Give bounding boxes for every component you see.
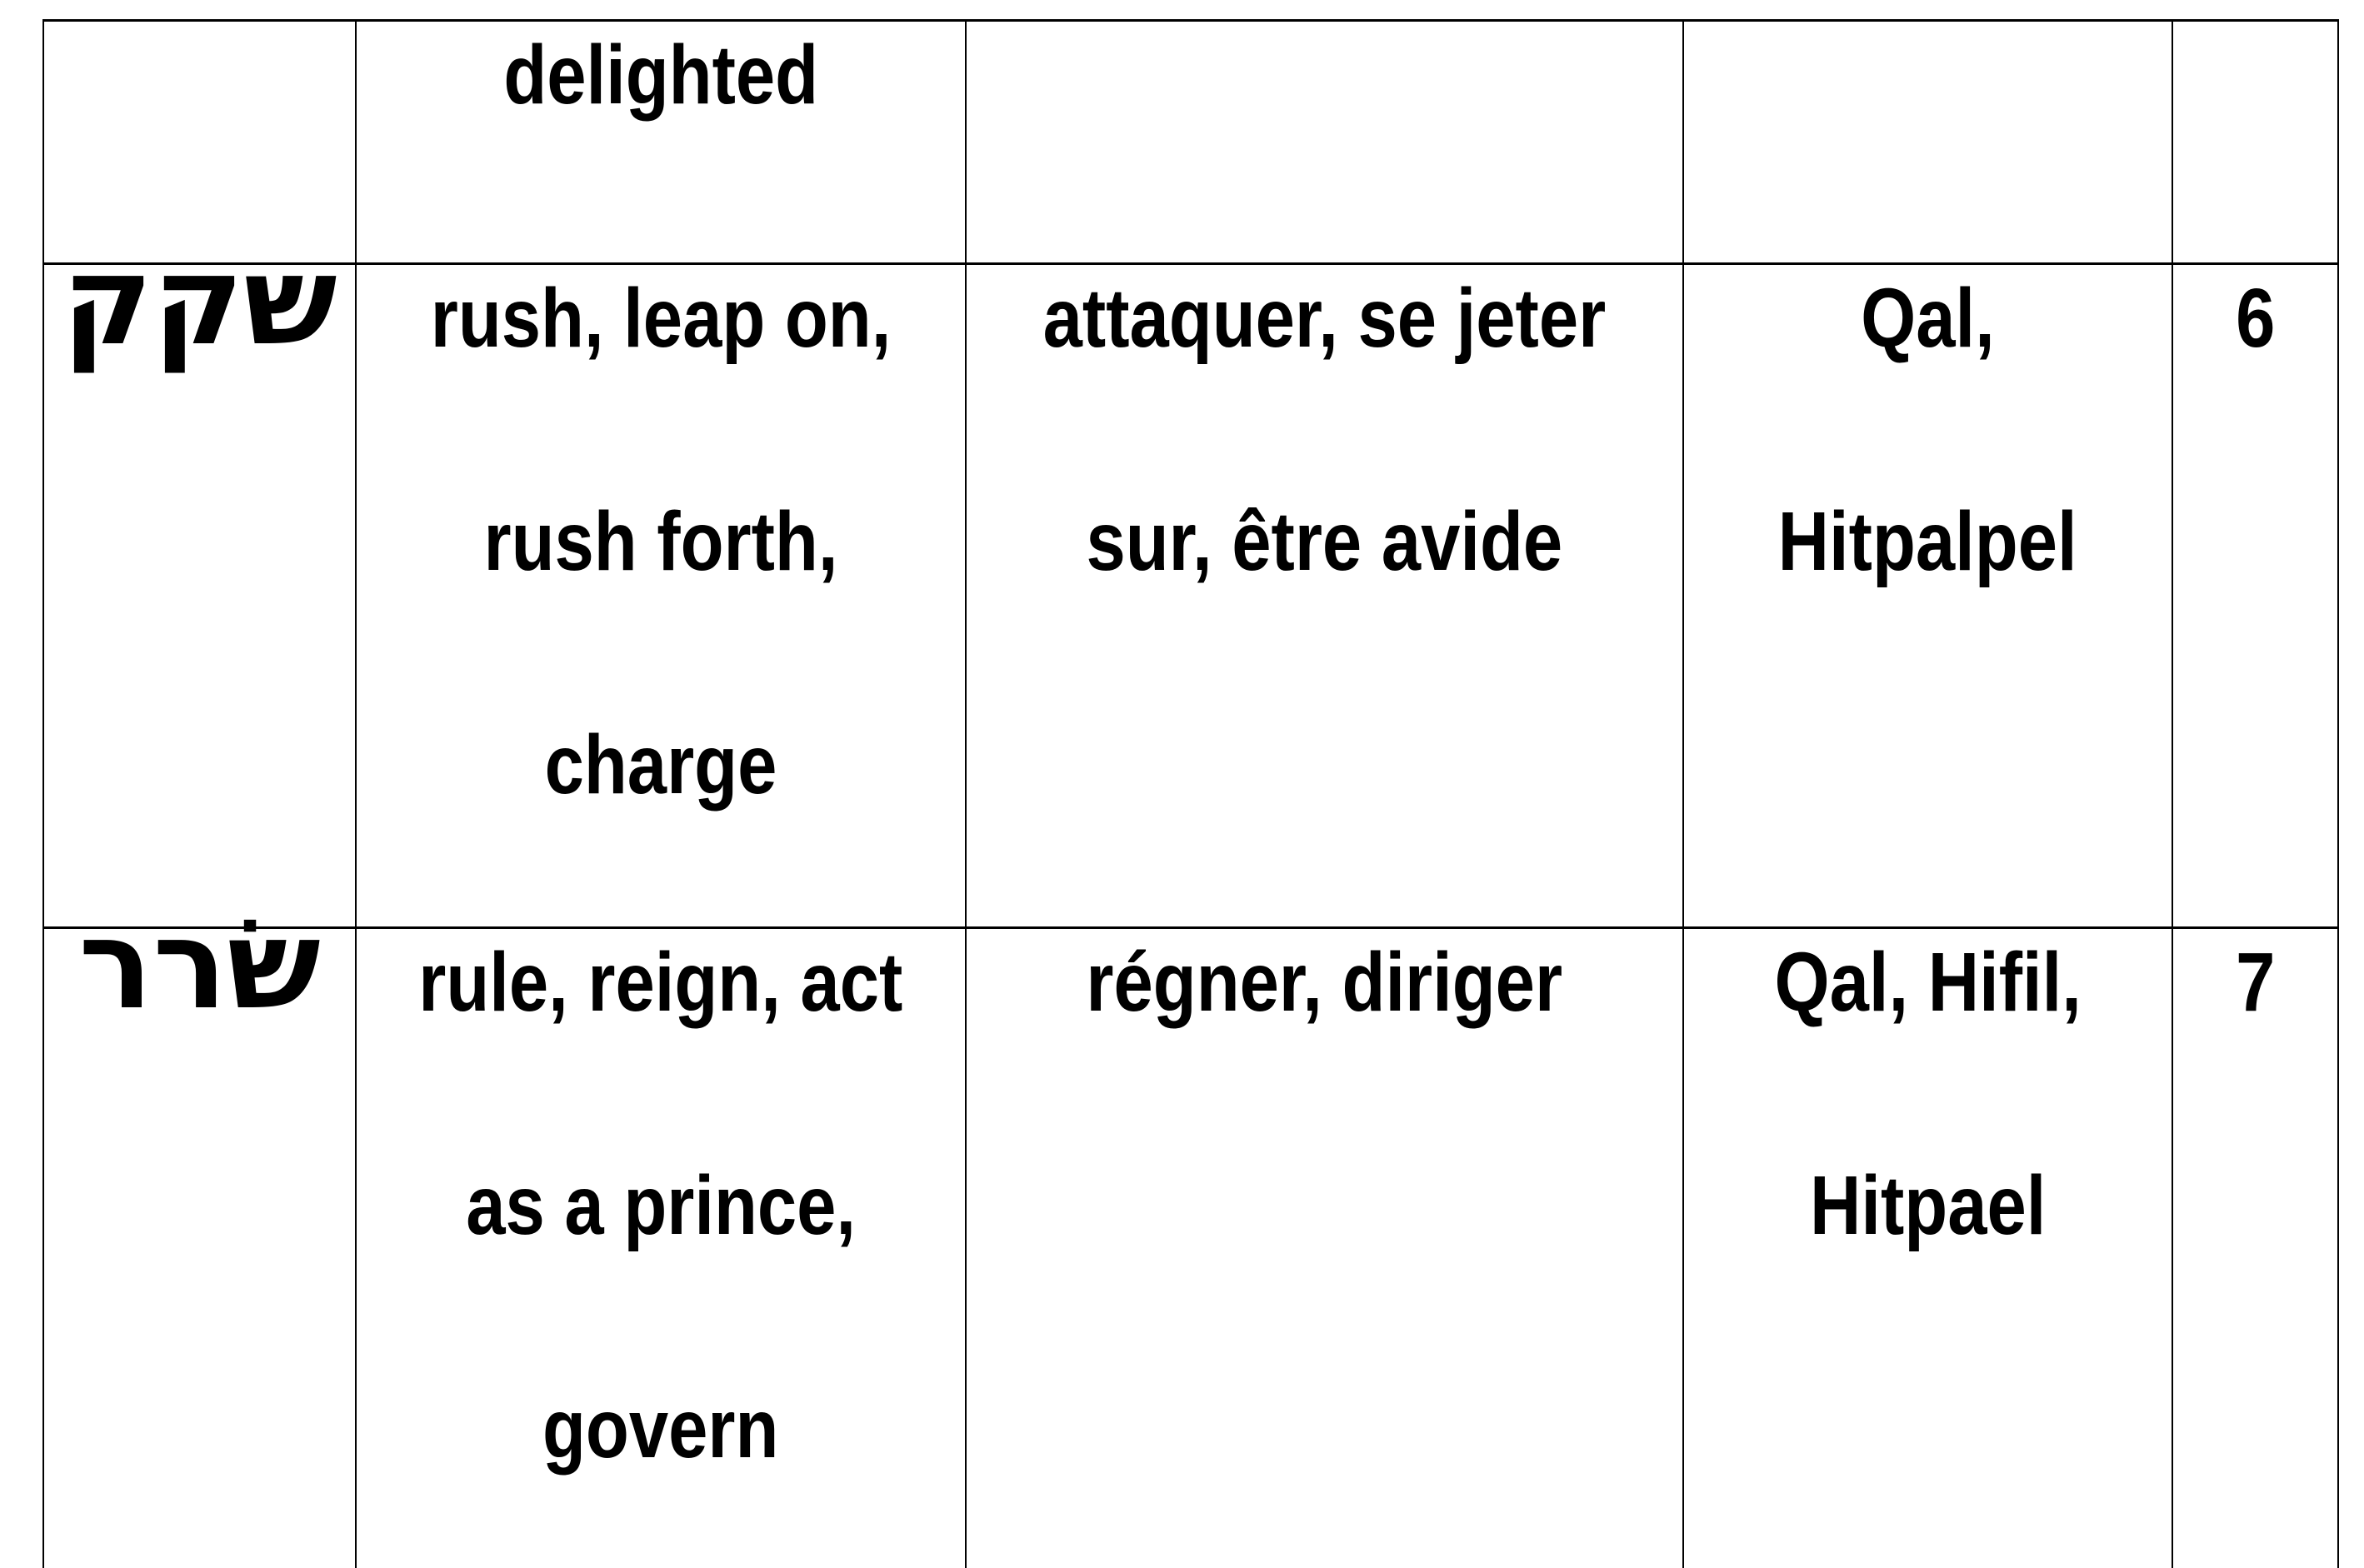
cell-row2-count xyxy=(2173,265,2339,929)
cell-row2-hebrew xyxy=(44,227,357,929)
cell-row3-english xyxy=(357,929,967,1568)
cell-row3-french xyxy=(967,929,1684,1568)
cell-row2-french xyxy=(967,265,1684,929)
gloss-line: régner, diriger xyxy=(1086,936,1563,1029)
gloss-line: govern xyxy=(542,1382,779,1476)
hebrew-word xyxy=(44,852,355,1076)
cell-row3-stems xyxy=(1684,929,2173,1568)
frequency-count xyxy=(2173,871,2337,1094)
gloss-line: rush, leap on, xyxy=(430,272,892,365)
french-gloss-lines xyxy=(967,871,1682,1094)
stem-line: Qal, xyxy=(1861,272,1995,365)
cell-row3-hebrew xyxy=(44,891,357,1568)
french-gloss-lines xyxy=(967,207,1682,653)
hebrew-word-text: שׂרר xyxy=(78,891,321,1036)
gloss-line: charge xyxy=(544,718,777,811)
stem-line: Qal, Hifil, xyxy=(1774,936,2082,1029)
gloss-line: delighted xyxy=(503,28,818,122)
gloss-line: sur, être avide xyxy=(1086,495,1563,588)
stem-line: Hitpael xyxy=(1809,1159,2047,1252)
gloss-line: rush forth, xyxy=(483,495,838,588)
hebrew-word xyxy=(44,188,355,412)
count-value: 7 xyxy=(2235,936,2276,1029)
english-gloss-lines xyxy=(357,871,965,1541)
english-gloss-lines xyxy=(357,207,965,876)
cell-row2-english xyxy=(357,265,967,929)
cell-row3-count xyxy=(2173,929,2339,1568)
cell-row2-stems xyxy=(1684,265,2173,929)
hebrew-word-text: שקק xyxy=(62,227,337,372)
vocabulary-table xyxy=(42,19,2339,1568)
gloss-line: rule, reign, act xyxy=(418,936,903,1029)
verb-stem-lines xyxy=(1684,207,2172,653)
count-value: 6 xyxy=(2235,272,2276,365)
gloss-line: as a prince, xyxy=(466,1159,856,1252)
stem-line: Hitpalpel xyxy=(1778,495,2077,588)
gloss-line: attaquer, se jeter xyxy=(1042,272,1607,365)
frequency-count xyxy=(2173,207,2337,430)
english-gloss-lines xyxy=(357,0,965,187)
verb-stem-lines xyxy=(1684,871,2172,1317)
